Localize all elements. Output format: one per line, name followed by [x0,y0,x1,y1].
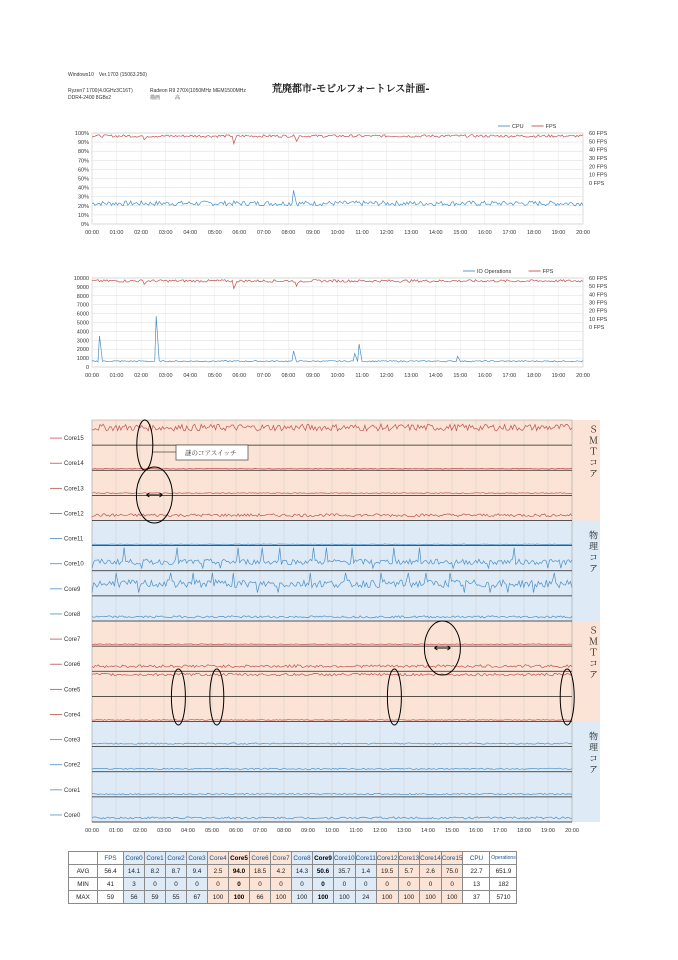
x-tick-label: 07:00 [256,230,271,236]
row-label: MAX [69,891,98,904]
x-tick-label: 15:00 [453,373,468,379]
y-tick-label: 5000 [76,320,89,327]
table-cell: 0 [441,878,463,891]
legend-label: FPS [542,269,554,275]
x-tick-label: 16:00 [477,373,492,379]
x-tick-label: 08:00 [281,230,296,236]
x-tick-label: 03:00 [158,230,173,236]
table-cell: 182 [490,878,517,891]
x-tick-label: 10:00 [330,373,345,379]
table-cell: 22.7 [463,865,490,878]
lane-label: Core14 [64,461,84,468]
ram-spec: DDR4-2400 8GBx2 [68,95,112,101]
x-tick-label: 12:00 [379,230,394,236]
table-cell: 19.5 [376,865,398,878]
table-cell: 75.0 [441,865,463,878]
column-header: Core5 [229,852,250,865]
y2-tick-label: 60 FPS [589,276,608,282]
lane-label: Core15 [64,436,84,443]
y-tick-label: 100% [74,131,89,137]
x-tick-label: 10:00 [330,230,345,236]
table-cell: 0 [250,878,271,891]
x-tick-label: 19:00 [541,828,555,834]
column-header: Core0 [124,852,145,865]
y2-tick-label: 50 FPS [589,284,608,291]
column-header: Core15 [441,852,463,865]
table-cell: 8.7 [166,865,187,878]
column-header: Core9 [313,852,334,865]
x-tick-label: 02:00 [133,828,147,834]
table-cell: 0 [420,878,442,891]
x-tick-label: 16:00 [469,828,483,834]
lane-label: Core2 [64,762,81,769]
column-header: Core11 [355,852,376,865]
y-tick-label: 2000 [76,347,89,354]
table-cell: 100 [313,891,334,904]
x-tick-label: 14:00 [421,828,435,834]
group-label: ＳＭＴコア [588,625,598,681]
x-tick-label: 05:00 [207,373,222,379]
table-cell: 100 [292,891,313,904]
column-header: Core4 [208,852,229,865]
row-label: AVG [69,865,98,878]
legend-label: IO Operations [477,269,512,275]
y-tick-label: 10000 [73,276,89,282]
y-tick-label: 20% [77,203,89,210]
y-tick-label: 0% [81,222,89,228]
table-cell: 13 [463,878,490,891]
x-tick-label: 03:00 [158,373,173,379]
y-tick-label: 70% [77,158,89,165]
table-header-row [69,852,517,865]
table-cell: 0 [229,878,250,891]
x-tick-label: 00:00 [85,230,99,236]
x-tick-label: 04:00 [183,373,198,379]
table-cell: 100 [334,891,356,904]
column-header: CPU [463,852,490,865]
y-tick-label: 4000 [76,329,89,336]
table-cell: 100 [398,891,420,904]
table-cell: 0 [313,878,334,891]
x-tick-label: 15:00 [445,828,459,834]
y-tick-label: 10% [77,212,89,219]
page-title: 荒廃都市-モビルフォートレス計画- [272,84,430,95]
table-cell: 67 [187,891,208,904]
column-header: Core8 [292,852,313,865]
table-cell: 2.5 [208,865,229,878]
column-header: FPS [98,852,124,865]
y2-tick-label: 0 FPS [589,324,605,331]
lane-label: Core6 [64,662,81,669]
column-header: Core13 [398,852,420,865]
table-cell: 37 [463,891,490,904]
y-tick-label: 40% [77,185,89,192]
column-header: Core1 [145,852,166,865]
x-tick-label: 18:00 [527,230,541,236]
x-tick-label: 01:00 [109,828,123,834]
table-cell: 59 [145,891,166,904]
x-tick-label: 17:00 [493,828,507,834]
cpu-spec: Ryzen7 1700(4.0GHz3C16T) [68,88,133,94]
x-tick-label: 01:00 [109,373,124,379]
x-tick-label: 09:00 [301,828,315,834]
x-tick-label: 12:00 [373,828,387,834]
table-cell: 0 [271,878,292,891]
table-cell: 14.1 [124,865,145,878]
x-tick-label: 14:00 [428,373,443,379]
x-tick-label: 02:00 [134,230,148,236]
group-label: ＳＭＴコア [588,424,598,480]
table-cell: 0 [208,878,229,891]
x-tick-label: 20:00 [565,828,579,834]
lane-label: Core9 [64,586,81,593]
table-cell: 100 [420,891,442,904]
y-tick-label: 1000 [76,356,89,363]
table-row [69,865,517,878]
x-tick-label: 13:00 [404,373,419,379]
x-tick-label: 07:00 [253,828,267,834]
x-tick-label: 13:00 [397,828,411,834]
x-tick-label: 06:00 [232,373,247,379]
table-cell: 0 [398,878,420,891]
x-tick-label: 05:00 [205,828,219,834]
column-header: Core10 [334,852,356,865]
table-cell: 4.2 [271,865,292,878]
lane-label: Core12 [64,511,84,518]
y-tick-label: 8000 [76,293,89,300]
y2-tick-label: 50 FPS [589,139,608,146]
table-cell: 56.4 [98,865,124,878]
table-cell: 41 [98,878,124,891]
row-label: MIN [69,878,98,891]
y2-tick-label: 30 FPS [589,300,608,307]
lane-label: Core13 [64,486,84,493]
y-tick-label: 3000 [76,338,89,345]
x-tick-label: 12:00 [379,373,394,379]
column-header: Core6 [250,852,271,865]
x-tick-label: 09:00 [306,373,320,379]
x-tick-label: 11:00 [349,828,363,834]
x-tick-label: 20:00 [576,230,590,236]
table-cell: 9.4 [187,865,208,878]
table-row [69,878,517,891]
y2-tick-label: 10 FPS [589,172,608,179]
table-cell: 100 [376,891,398,904]
table-cell: 55 [166,891,187,904]
x-tick-label: 01:00 [109,230,124,236]
os-version: Windows10 Ver.1703 (15063.250) [68,72,147,78]
y-tick-label: 90% [77,140,89,147]
lane-label: Core7 [64,637,81,644]
lane-label: Core4 [64,712,81,719]
y-tick-label: 30% [77,194,89,201]
table-cell: 24 [355,891,376,904]
x-tick-label: 17:00 [502,230,517,236]
table-cell: 0 [376,878,398,891]
x-tick-label: 06:00 [229,828,243,834]
lane-label: Core5 [64,687,81,694]
x-tick-label: 09:00 [306,230,320,236]
y-tick-label: 9000 [76,284,89,291]
x-tick-label: 07:00 [256,373,271,379]
settings-spec: 描画 高 [150,95,181,101]
y2-tick-label: 0 FPS [589,181,605,188]
table-cell: 94.0 [229,865,250,878]
y2-tick-label: 20 FPS [589,308,608,315]
column-header: Core7 [271,852,292,865]
table-cell: 59 [98,891,124,904]
x-tick-label: 17:00 [502,373,517,379]
lane-label: Core1 [64,787,81,794]
y-tick-label: 0 [85,365,89,371]
x-tick-label: 08:00 [277,828,291,834]
x-tick-label: 11:00 [355,373,369,379]
x-tick-label: 00:00 [85,373,99,379]
x-tick-label: 03:00 [157,828,171,834]
x-tick-label: 06:00 [232,230,247,236]
table-cell: 0 [145,878,166,891]
legend-label: FPS [545,124,557,130]
table-cell: 56 [124,891,145,904]
column-header: Core12 [376,852,398,865]
x-tick-label: 11:00 [355,230,369,236]
x-tick-label: 08:00 [281,373,296,379]
table-cell: 100 [441,891,463,904]
gpu-spec: Radeon R9 270X(1050MHz MEM1500MHz [150,88,246,94]
y2-tick-label: 40 FPS [589,292,608,299]
group-label: 物理コア [588,530,598,575]
x-tick-label: 16:00 [477,230,492,236]
x-tick-label: 04:00 [181,828,195,834]
table-cell: 100 [208,891,229,904]
y-tick-label: 60% [77,167,89,174]
callout-text: 謎のコアスイッチ [185,450,237,457]
x-tick-label: 10:00 [325,828,339,834]
y2-tick-label: 10 FPS [589,316,608,323]
table-cell: 50.6 [313,865,334,878]
table-cell: 0 [292,878,313,891]
x-tick-label: 14:00 [428,230,443,236]
group-label: 物理コア [588,731,598,776]
column-header: Core2 [166,852,187,865]
table-cell: 0 [166,878,187,891]
table-cell: 0 [355,878,376,891]
table-cell: 5710 [490,891,517,904]
x-tick-label: 18:00 [517,828,531,834]
column-header: Core3 [187,852,208,865]
y2-tick-label: 20 FPS [589,164,608,171]
table-cell: 18.5 [250,865,271,878]
y-tick-label: 6000 [76,311,89,318]
x-tick-label: 20:00 [576,373,590,379]
x-tick-label: 15:00 [453,230,468,236]
table-cell: 3 [124,878,145,891]
lane-label: Core11 [64,536,84,543]
table-cell: 5.7 [398,865,420,878]
table-cell: 35.7 [334,865,356,878]
y2-tick-label: 60 FPS [589,131,608,137]
x-tick-label: 13:00 [404,230,419,236]
table-row [69,891,517,904]
stats-table [68,851,517,904]
table-cell: 66 [250,891,271,904]
table-cell: 0 [187,878,208,891]
x-tick-label: 19:00 [551,373,566,379]
lane-label: Core10 [64,561,84,568]
table-cell: 100 [271,891,292,904]
x-tick-label: 00:00 [85,828,99,834]
table-cell: 0 [334,878,356,891]
table-cell: 100 [229,891,250,904]
table-cell: 8.2 [145,865,166,878]
table-cell: 1.4 [355,865,376,878]
lane-label: Core8 [64,611,81,618]
table-cell: 14.3 [292,865,313,878]
legend-label: CPU [512,124,524,130]
y-tick-label: 7000 [76,302,89,309]
table-cell: 651.9 [490,865,517,878]
y-tick-label: 80% [77,149,89,156]
lane-label: Core3 [64,737,81,744]
column-header [69,852,98,865]
table-cell: 2.6 [420,865,442,878]
y-tick-label: 50% [77,176,89,183]
x-tick-label: 18:00 [527,373,541,379]
y2-tick-label: 30 FPS [589,156,608,163]
y2-tick-label: 40 FPS [589,147,608,154]
x-tick-label: 19:00 [551,230,566,236]
x-tick-label: 02:00 [134,373,148,379]
lane-label: Core0 [64,812,81,819]
column-header: Operations [490,852,517,865]
x-tick-label: 05:00 [207,230,222,236]
column-header: Core14 [420,852,442,865]
x-tick-label: 04:00 [183,230,198,236]
